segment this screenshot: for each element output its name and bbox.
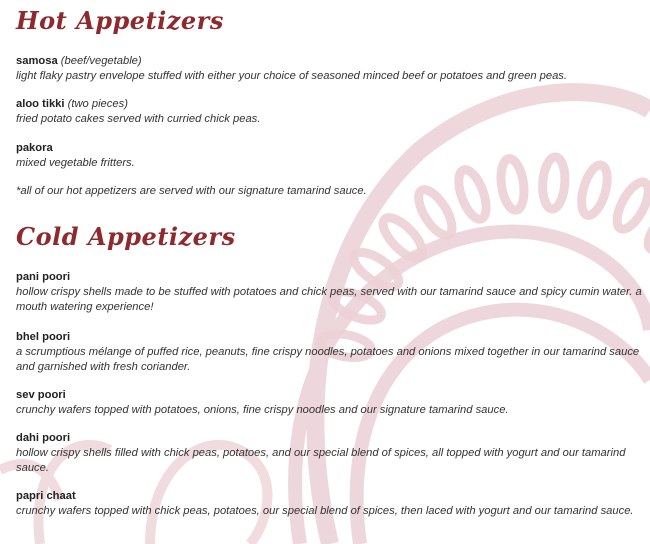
item-name: bhel poori: [16, 331, 71, 343]
menu-item: [16, 141, 644, 171]
ornament-petal: [611, 177, 650, 233]
item-description: crunchy wafers topped with potatoes, onions, fine crispy noodles and our signature tamarind sauce.: [16, 404, 509, 416]
menu-item: [16, 388, 644, 418]
item-description: hollow crispy shells made to be stuffed with potatoes and chick peas, served with our tamarind sauce and spicy cumin water. a mouth watering experience!: [16, 286, 642, 313]
item-name: pakora: [16, 142, 53, 154]
ornament-petal: [412, 185, 458, 241]
hot-appetizers-heading: Hot Appetizers: [16, 6, 224, 35]
item-description: fried potato cakes served with curried chick peas.: [16, 113, 261, 125]
item-name: dahi poori: [16, 432, 71, 444]
menu-item: [16, 489, 644, 519]
ornament-petal: [377, 212, 429, 265]
item-name: pani poori: [16, 271, 71, 283]
menu-item: [16, 54, 644, 84]
item-description: light flaky pastry envelope stuffed with either your choice of seasoned minced beef or potatoes and green peas.: [16, 70, 568, 82]
footnote: *all of our hot appetizers are served with our signature tamarind sauce.: [16, 185, 367, 197]
item-description: a scrumptious mélange of puffed rice, peanuts, fine crispy noodles, potatoes and onions mixed together in our tamarind sauce and garnished with fresh coriander.: [16, 346, 640, 373]
item-description: hollow crispy shells filled with chick peas, potatoes, and our special blend of spices, all topped with yogurt and our tamarind sauce.: [16, 447, 626, 474]
menu-item: [16, 97, 644, 127]
menu-item: [16, 330, 644, 375]
ornament-petal: [453, 166, 491, 222]
item-description: crunchy wafers topped with chick peas, potatoes, our special blend of spices, then laced with yogurt and our tamarind sauce.: [16, 505, 634, 517]
item-name: papri chaat: [16, 490, 76, 502]
menu-item: [16, 431, 644, 476]
menu-item: [16, 270, 644, 315]
item-name: samosa: [16, 55, 58, 67]
cold-appetizers-heading: Cold Appetizers: [16, 222, 236, 251]
item-note: (two pieces): [67, 98, 128, 110]
item-note: (beef/vegetable): [60, 55, 142, 67]
item-description: mixed vegetable fritters.: [16, 157, 135, 169]
item-name: sev poori: [16, 389, 66, 401]
item-name: aloo tikki: [16, 98, 65, 110]
